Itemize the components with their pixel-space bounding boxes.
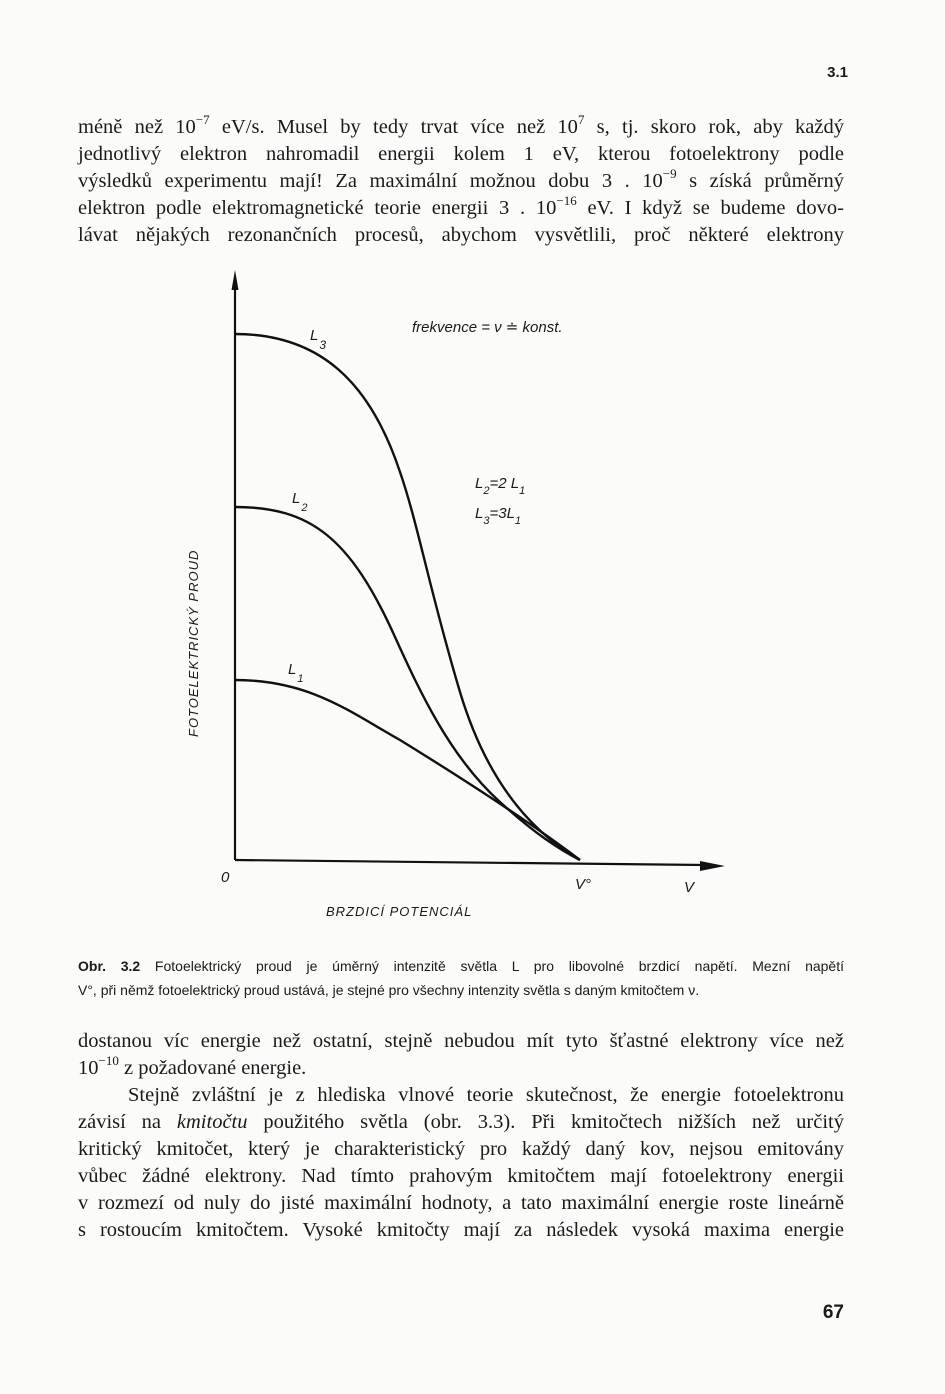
origin-label: 0 bbox=[221, 869, 230, 886]
page-number: 67 bbox=[822, 1302, 844, 1323]
x-axis-arrow bbox=[700, 861, 725, 871]
x-axis bbox=[235, 860, 705, 865]
relation-L3: $L_3=3L_1$ bbox=[475, 505, 522, 527]
x-axis-label: BRZDICÍ POTENCIÁL bbox=[326, 904, 473, 919]
v-label: V bbox=[684, 879, 695, 896]
section-number: 3.1 bbox=[827, 64, 848, 81]
figure-photocurrent-graph bbox=[160, 262, 740, 942]
figure-caption: Obr. 3.2 Fotoelektrický proud je úměrný intenzitě světla L pro libovolné brzdicí napětí. Mezní napětí V°, při němž fotoelektrický proud ustává, je stejné pro všechny intenzity světla s daným kmitočtem ν. bbox=[78, 958, 844, 998]
paragraph-top: méně než $10^{-7}$ eV/s. Musel by tedy trvat více než $10^7$ s, tj. skoro rok, aby každý jednotlivý elektron nahromadil energii kolem 1 eV, kterou fotoelektrony podle výsledků experimentu mají! Za maximální možnou dobu 3 . $10^{-9}$ s získá průměrný elektron podle elektromagnetické teorie energii 3 . $10^{-16}$ eV. I když se budeme dovo- lávat nějakých rezonančních procesů, abychom vysvětlili, proč některé elektrony bbox=[78, 112, 845, 246]
label-L3: $L_3$ bbox=[310, 327, 327, 352]
v0-label: V° bbox=[575, 876, 592, 893]
paragraph-middle: dostanou víc energie než ostatní, stejně nebudou mít tyto šťastné elektrony více než $10^{-10}$ z požadované energie. bbox=[78, 1030, 844, 1079]
y-axis-label: FOTOELEKTRICKÝ PROUD bbox=[186, 549, 201, 737]
relation-L2: $L_2=2$ $L_1$ bbox=[475, 475, 526, 497]
curve-L2 bbox=[235, 507, 580, 860]
label-L1: $L_1$ bbox=[288, 661, 304, 685]
label-L2: $L_2$ bbox=[292, 490, 308, 514]
note-constant-frequency: frekvence = ν ≐ konst. bbox=[412, 319, 563, 336]
curve-L3 bbox=[235, 334, 580, 860]
y-axis-arrow bbox=[232, 270, 239, 290]
paragraph-bottom: Stejně zvláštní je z hlediska vlnové teorie skutečnost, že energie fotoelektronu závisí na kmitočtu použitého světla (obr. 3.3). Při kmitočtech nižších než určitý kritický kmitočet, který je charakteristický pro každý daný kov, nejsou emitovány vůbec žádné elektrony. Nad tímto prahovým kmitočtem mají fotoelektrony energii v rozmezí od nuly do jisté maximální hodnoty, a tato maximální energie roste lineárně s rostoucím kmitočtem. Vysoké kmitočty mají za následek vysoká maxima energie bbox=[78, 1084, 844, 1241]
curve-L1 bbox=[235, 680, 580, 860]
